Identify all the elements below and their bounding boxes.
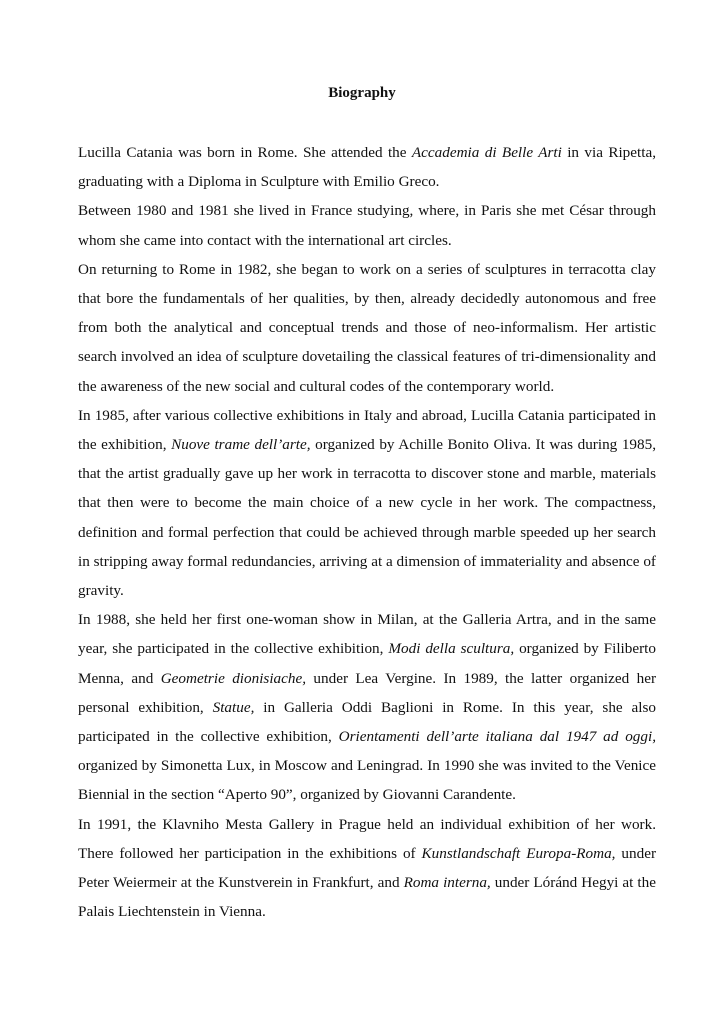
italic-run: Kunstlandschaft Europa-Roma, bbox=[421, 844, 616, 862]
text-run: In 1991, the Klavniho Mesta Gallery in Prague held an individual exhibition of her work. There followed her participation in the exhibitions of bbox=[78, 815, 656, 862]
italic-run: Modi della scultura, bbox=[388, 640, 515, 658]
paragraph-return-rome: On returning to Rome in 1982, she began to work on a series of sculptures in terracotta clay that bore the fundamentals of her qualities, by then, already decidedly autonomous and free from both the analytical and conceptual trends and those of neo-informalism. Her artistic search involved an idea of sculpture dovetailing the classical features of tri-dimensionality and the awareness of the new social and cultural codes of the contemporary world. bbox=[78, 260, 656, 395]
biography-body bbox=[78, 138, 656, 926]
paragraph-france: Between 1980 and 1981 she lived in France studying, where, in Paris she met César through whom she came into contact with the international art circles. bbox=[78, 202, 656, 249]
italic-run: Geometrie dionisiache, bbox=[160, 669, 307, 687]
text-run: under Lóránd Hegyi at the Palais Liechtenstein in Vienna. bbox=[78, 874, 656, 921]
text-run: organized by Simonetta Lux, in Moscow and Leningrad. In 1990 she was invited to the Venice Biennial in the section “Aperto 90”, organized by Giovanni Carandente. bbox=[78, 757, 656, 804]
text-run: under Lea Vergine. In 1989, the latter organized her personal exhibition, bbox=[78, 669, 657, 716]
paragraph-birth bbox=[78, 138, 656, 196]
italic-run: Nuove trame dell’arte, bbox=[171, 436, 311, 454]
italic-run: Accademia di Belle Arti bbox=[411, 144, 562, 161]
text-run: Lucilla Catania was born in Rome. She attended the bbox=[78, 144, 412, 161]
text-run: In 1985, after various collective exhibitions in Italy and abroad, Lucilla Catania participated in the exhibition, bbox=[78, 406, 656, 454]
paragraph-1988 bbox=[78, 605, 656, 809]
page-title: Biography bbox=[328, 85, 396, 101]
text-run: in Galleria Oddi Baglioni in Rome. In this year, she also participated in the collective exhibition, bbox=[78, 698, 656, 746]
text-run: In 1988, she held her first one-woman show in Milan, at the Galleria Artra, and in the same year, she participated in the collective exhibition, bbox=[78, 611, 656, 658]
italic-run: Roma interna, bbox=[403, 874, 491, 892]
text-run: organized by Filiberto Menna, and bbox=[78, 640, 656, 687]
text-run: in via Ripetta, graduating with a Diploma in Sculpture with Emilio Greco. bbox=[78, 144, 656, 191]
text-run: organized by Achille Bonito Oliva. It was during 1985, that the artist gradually gave up her work in terracotta to discover stone and marble, materials that then were to become the main choice of a new cycle in her work. The compactness, definition and formal perfection that could be achieved through marble speeded up her search in stripping away formal redundancies, arriving at a dimension of immateriality and absence of gravity. bbox=[78, 436, 656, 600]
text-run: under Peter Weiermeir at the Kunstverein in Frankfurt, and bbox=[78, 844, 656, 892]
italic-run: Statue, bbox=[212, 698, 255, 716]
paragraph-1991 bbox=[78, 810, 656, 927]
italic-run: Orientamenti dell’arte italiana dal 1947 ad oggi, bbox=[338, 728, 656, 746]
paragraph-1985 bbox=[78, 401, 656, 605]
